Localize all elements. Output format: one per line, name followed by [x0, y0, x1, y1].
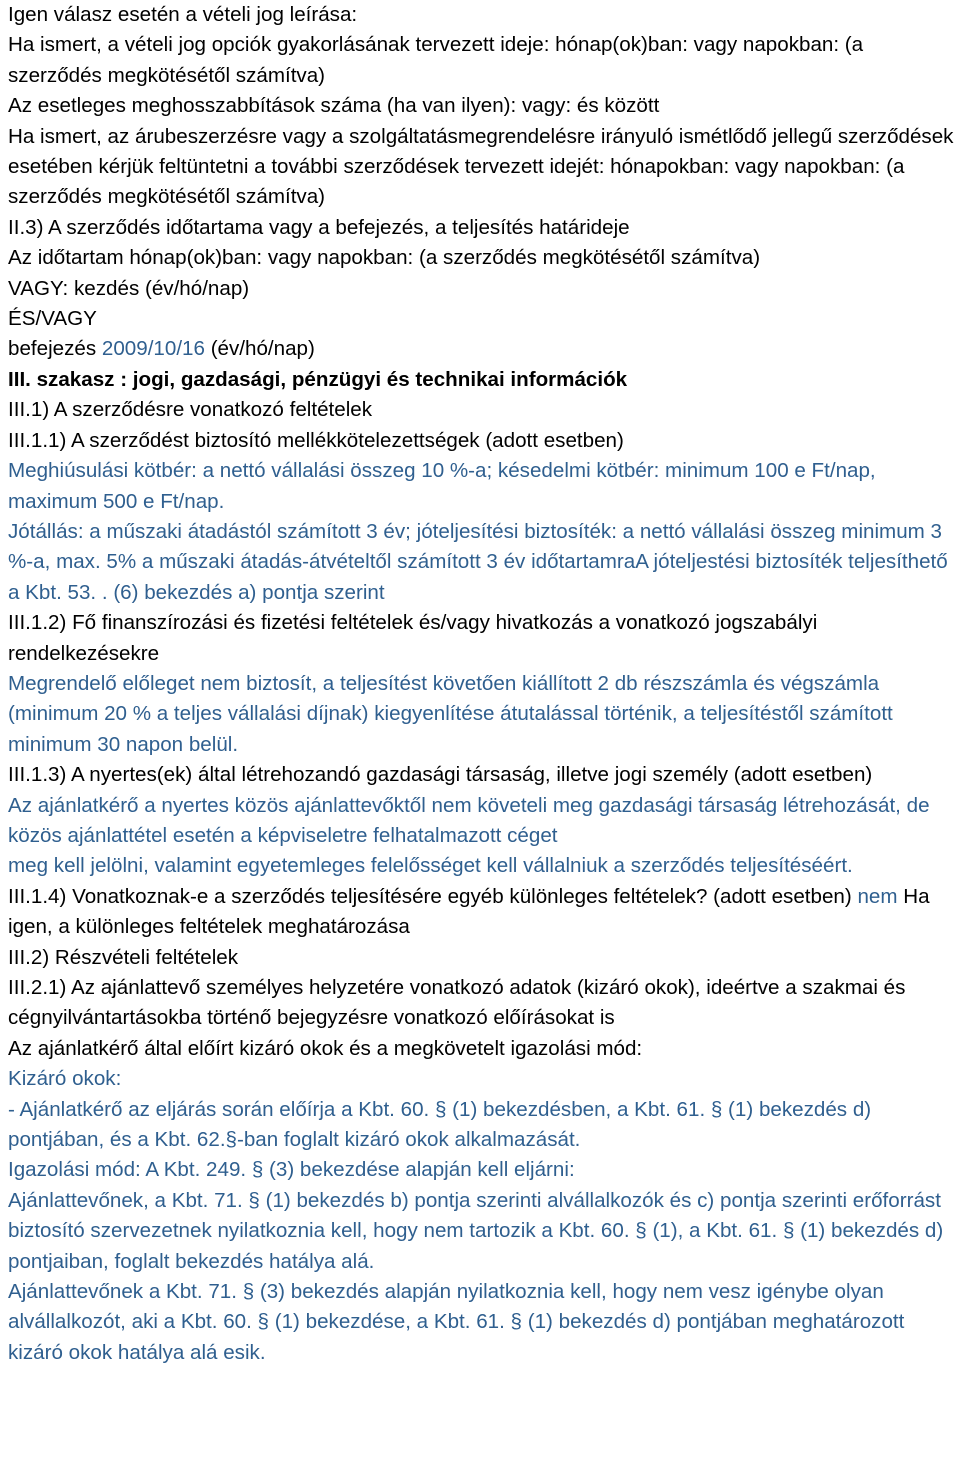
verification-method-text: Igazolási mód: A Kbt. 249. § (3) bekezdése alapján kell eljárni:	[8, 1158, 575, 1182]
section-iii11-heading: III.1.1) A szerződést biztosító mellékkötelezettségek (adott esetben)	[8, 428, 624, 452]
section-iii-heading: III. szakasz : jogi, gazdasági, pénzügyi és technikai információk	[8, 367, 628, 391]
end-date-value: 2009/10/16	[101, 337, 205, 361]
special-conditions-answer: nem	[857, 884, 898, 908]
payment-terms-text: Megrendelő előleget nem biztosít, a teljesítést követően kiállított 2 db részszámla és végszámla (minimum 20 % a teljes vállalási díjnak) kiegyenlítése átutalással történik, a teljesítéstől számított minimum 30 napon belül.	[8, 671, 893, 756]
section-iii21-heading: III.2.1) Az ajánlattevő személyes helyzetére vonatkozó adatok (kizáró okok), ideértve a szakmai és cégnyilvántartásokba történő bejegyzésre vonatkozó előírásokat is	[8, 976, 906, 1030]
section-iii13-heading: III.1.3) A nyertes(ek) által létrehozandó gazdasági társaság, illetve jogi személy (adott esetben)	[8, 763, 873, 787]
exclusion-grounds-text: - Ajánlatkérő az eljárás során előírja a Kbt. 60. § (1) bekezdésben, a Kbt. 61. § (1) bekezdés d) pontjában, és a Kbt. 62.§-ban foglalt kizáró okok alkalmazását.	[8, 1097, 872, 1152]
no-excluded-subcontractor-text: Ajánlattevőnek a Kbt. 71. § (3) bekezdés alapján nyilatkoznia kell, hogy nem vesz igénybe olyan alvállalkozót, aki a Kbt. 60. § (1) bekezdése, a Kbt. 61. § (1) bekezdés d) pontjában meghatározott kizáró okok hatálya alá esik.	[8, 1280, 905, 1364]
penalty-text: Meghiúsulási kötbér: a nettó vállalási összeg 10 %-a; késedelmi kötbér: minimum 100 e Ft/nap, maximum 500 e Ft/nap.	[8, 459, 876, 513]
section-iii14-line	[8, 882, 960, 943]
special-conditions-question: III.1.4) Vonatkoznak-e a szerződés teljesítésére egyéb különleges feltételek? (adott esetben)	[8, 884, 858, 908]
purchase-option-heading: Igen válasz esetén a vételi jog leírása:	[8, 3, 358, 26]
subcontractor-declaration-text: Ajánlattevőnek, a Kbt. 71. § (1) bekezdés b) pontja szerinti alvállalkozók és c) pontja szerinti erőforrást biztosító szervezetnek nyilatkoznia kell, hogy nem tartozik a Kbt. 60. § (1), a Kbt. 61. § (1) bekezdés d) pontjaiban, foglalt bekezdés hatálya alá.	[8, 1188, 944, 1273]
joint-liability-text: meg kell jelölni, valamint egyetemleges felelősséget kell vállalniuk a szerződés teljesítéséért.	[8, 854, 853, 878]
joint-bidders-text: Az ajánlatkérő a nyertes közös ajánlattevőktől nem követeli meg gazdasági társaság létrehozását, de közös ajánlattétel esetén a képviseletre felhatalmazott céget	[8, 793, 930, 847]
section-iii1-heading: III.1) A szerződésre vonatkozó feltételek	[8, 398, 373, 422]
duration-line: Az időtartam hónap(ok)ban: vagy napokban: (a szerződés megkötésétől számítva)	[8, 246, 761, 270]
end-date-label: befejezés	[8, 337, 102, 361]
warranty-text: Jótállás: a műszaki átadástól számított 3 év; jóteljesítési biztosíték: a nettó vállalási összeg minimum 3 %-a, max. 5% a műszaki átadás-átvételtől számított 3 év időtartamraA jóteljestési biztosíték teljesíthető a Kbt. 53. . (6) bekezdés a) pontja szerint	[8, 519, 948, 604]
section-ii3-heading: II.3) A szerződés időtartama vagy a befejezés, a teljesítés határideje	[8, 215, 630, 239]
exclusion-grounds-intro: Az ajánlatkérő által előírt kizáró okok és a megkövetelt igazolási mód:	[8, 1036, 643, 1060]
purchase-option-timing: Ha ismert, a vételi jog opciók gyakorlásának tervezett ideje: hónap(ok)ban: vagy napokban: (a szerződés megkötésétől számítva)	[8, 33, 864, 87]
start-date-line: VAGY: kezdés (év/hó/nap)	[8, 276, 250, 300]
extensions-count: Az esetleges meghosszabbítások száma (ha van ilyen): vagy: és között	[8, 94, 660, 118]
section-iii2-heading: III.2) Részvételi feltételek	[8, 945, 239, 969]
and-or-line: ÉS/VAGY	[8, 307, 97, 331]
exclusion-grounds-label: Kizáró okok:	[8, 1067, 122, 1091]
section-iii12-heading: III.1.2) Fő finanszírozási és fizetési feltételek és/vagy hivatkozás a vonatkozó jogszabályi rendelkezésekre	[8, 611, 818, 665]
recurring-contracts-note: Ha ismert, az árubeszerzésre vagy a szolgáltatásmegrendelésre irányuló ismétlődő jellegű szerződések esetében kérjük feltüntetni a további szerződések tervezett idejét: hónapokban: vagy napokban: (a szerződés megkötésétől számítva)	[8, 124, 954, 209]
end-date-format: (év/hó/nap)	[204, 337, 315, 361]
special-conditions-followup: Ha igen, a különleges feltételek meghatározása	[8, 884, 930, 939]
end-date-line	[8, 334, 960, 364]
